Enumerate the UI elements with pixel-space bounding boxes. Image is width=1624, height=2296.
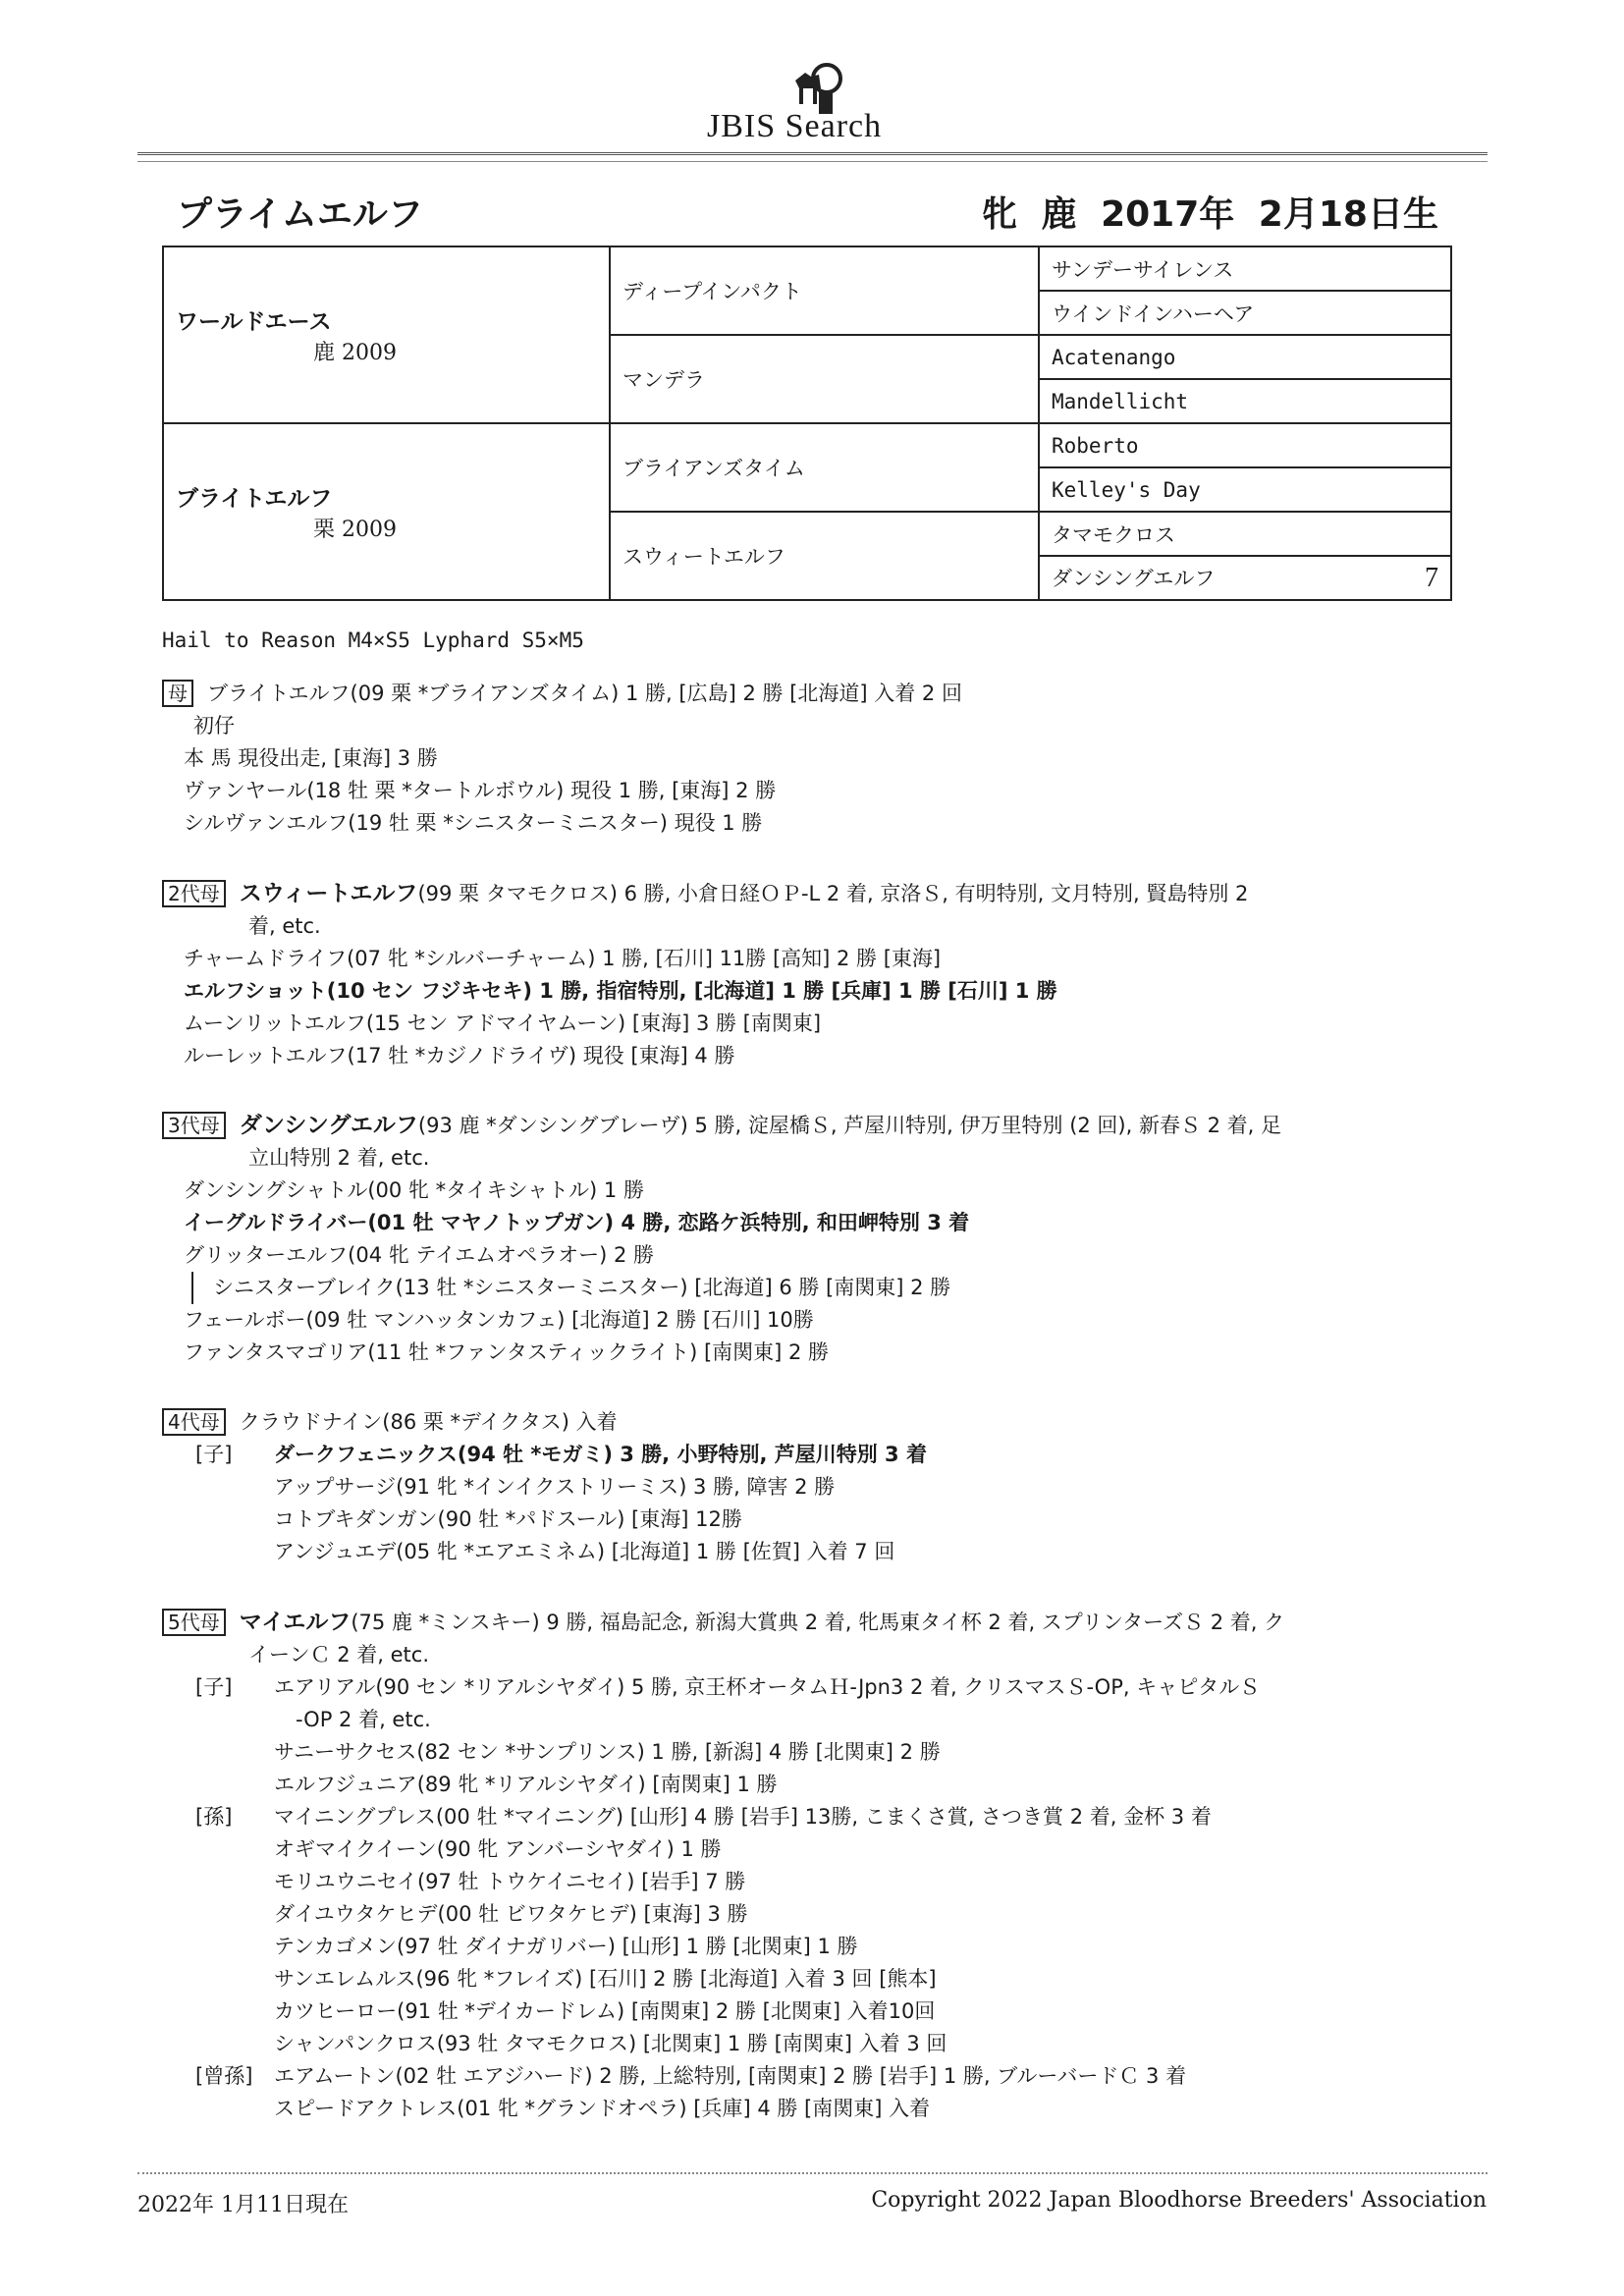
section-gen3	[162, 1110, 1281, 1369]
sire-sire: ディープインパクト	[610, 246, 1039, 335]
dam-cell	[163, 423, 610, 600]
row-label: [曾孫]	[195, 2064, 253, 2088]
section-line: フェールボー(09 牡 マンハッタンカフェ) [北海道] 2 勝 [石川] 10勝	[184, 1308, 814, 1332]
section-line: ファンタスマゴリア(11 牡 *ファンタスティックライト) [南関東] 2 勝	[184, 1340, 830, 1364]
footer-date: 2022年 1月11日現在	[137, 2193, 349, 2217]
sire-cell	[163, 246, 610, 423]
section-head: クラウドナイン(86 栗 *デイクタス) 入着	[239, 1410, 618, 1434]
section-tag: 3代母	[162, 1112, 226, 1139]
section-head: (99 栗 タマモクロス) 6 勝, 小倉日経ＯＰ-L 2 着, 京洛Ｓ, 有明特別, 文月特別, 賢島特別 2	[417, 882, 1249, 905]
header-rule	[137, 152, 1488, 162]
section-line: サニーサクセス(82 セン *サンプリンス) 1 勝, [新潟] 4 勝 [北関東] 2 勝	[274, 1740, 941, 1764]
section-line: ルーレットエルフ(17 牡 *カジノドライヴ) 現役 [東海] 4 勝	[184, 1044, 735, 1067]
section-line: チャームドライフ(07 牝 *シルバーチャーム) 1 勝, [石川] 11勝 [高知] 2 勝 [東海]	[184, 947, 942, 970]
gen3-1: サンデーサイレンス	[1039, 246, 1451, 291]
section-line: モリユウニセイ(97 牡 トウケイニセイ) [岩手] 7 勝	[274, 1870, 746, 1893]
logo-jbis: JBIS	[707, 108, 777, 144]
section-head: (93 鹿 *ダンシングブレーヴ) 5 勝, 淀屋橋Ｓ, 芦屋川特別, 伊万里特別 (2 回), 新春Ｓ 2 着, 足	[417, 1114, 1282, 1137]
section-tag: 母	[162, 680, 193, 707]
section-line: サンエレムルス(96 牝 *フレイズ) [石川] 2 勝 [北海道] 入着 3 回 [熊本]	[274, 1967, 937, 1991]
dam-dam: スウィートエルフ	[610, 512, 1039, 600]
section-line: マイニングプレス(00 牡 *マイニング) [山形] 4 勝 [岩手] 13勝, こまくさ賞, さつき賞 2 着, 金杯 3 着	[274, 1805, 1212, 1829]
section-line: ダークフェニックス(94 牡 *モガミ) 3 勝, 小野特別, 芦屋川特別 3 着	[274, 1443, 927, 1466]
section-line: ヴァンヤール(18 牡 栗 *タートルボウル) 現役 1 勝, [東海] 2 勝	[184, 779, 777, 802]
section-line: コトブキダンガン(90 牡 *パドスール) [東海] 12勝	[274, 1507, 742, 1531]
sire-dam: マンデラ	[610, 335, 1039, 423]
dam-detail: 栗 2009	[313, 518, 397, 542]
pedigree-table	[162, 246, 1452, 601]
jbis-logo	[687, 59, 962, 157]
section-line: スピードアクトレス(01 牝 *グランドオペラ) [兵庫] 4 勝 [南関東] 入着	[274, 2097, 931, 2120]
section-line: オギマイクイーン(90 牝 アンバーシヤダイ) 1 勝	[274, 1837, 722, 1861]
dam-sire: ブライアンズタイム	[610, 423, 1039, 512]
section-head-name: スウィートエルフ	[239, 881, 418, 906]
footer-rule	[137, 2172, 1488, 2174]
section-gen2	[162, 878, 1248, 1072]
section-line: エルフジュニア(89 牝 *リアルシヤダイ) [南関東] 1 勝	[274, 1773, 778, 1796]
gen3-8: ダンシングエルフ	[1052, 566, 1216, 590]
section-line: ムーンリットエルフ(15 セン アドマイヤムーン) [東海] 3 勝 [南関東]	[184, 1011, 822, 1035]
section-line: エルフショット(10 セン フジキセキ) 1 勝, 指宿特別, [北海道] 1 勝 [兵庫] 1 勝 [石川] 1 勝	[184, 979, 1057, 1003]
horse-name: プライムエルフ	[177, 194, 423, 235]
row-label: [孫]	[195, 1805, 233, 1829]
section-line: テンカゴメン(97 牡 ダイナガリバー) [山形] 1 勝 [北関東] 1 勝	[274, 1935, 858, 1958]
section-gen5	[162, 1607, 1284, 2125]
dam-name: ブライトエルフ	[176, 486, 333, 512]
section-line: アンジュエデ(05 牝 *エアエミネム) [北海道] 1 勝 [佐賀] 入着 7 回	[274, 1540, 895, 1563]
section-line: エアリアル(90 セン *リアルシヤダイ) 5 勝, 京王杯オータムＨ-Jpn3 2 着, クリスマスＳ-OP, キャピタルＳ	[274, 1675, 1261, 1699]
section-tag: 2代母	[162, 880, 226, 907]
section-line: アップサージ(91 牝 *インイクストリーミス) 3 勝, 障害 2 勝	[274, 1475, 836, 1499]
section-line: ブライトエルフ(09 栗 *ブライアンズタイム) 1 勝, [広島] 2 勝 [北海道] 入着 2 回	[207, 682, 962, 705]
section-line: 着, etc.	[248, 914, 321, 938]
section-line: カツヒーロー(91 牡 *デイカードレム) [南関東] 2 勝 [北関東] 入着10回	[274, 1999, 936, 2023]
section-line: エアムートン(02 牡 エアジハード) 2 勝, 上総特別, [南関東] 2 勝 [岩手] 1 勝, ブルーバードＣ 3 着	[274, 2064, 1187, 2088]
section-line: 初仔	[193, 714, 235, 738]
section-line: ダンシングシャトル(00 牝 *タイキシャトル) 1 勝	[184, 1178, 644, 1202]
section-line: シルヴァンエルフ(19 牡 栗 *シニスターミニスター) 現役 1 勝	[184, 811, 763, 835]
gen3-5: Roberto	[1039, 423, 1451, 467]
row-label: [子]	[195, 1675, 233, 1699]
logo-text	[707, 108, 882, 145]
sire-name: ワールドエース	[176, 309, 332, 335]
section-line: ダイユウタケヒデ(00 牡 ビワタケヒデ) [東海] 3 勝	[274, 1902, 748, 1926]
section-tag: 4代母	[162, 1408, 226, 1436]
sire-detail: 鹿 2009	[313, 341, 397, 365]
section-head: (75 鹿 *ミンスキー) 9 勝, 福島記念, 新潟大賞典 2 着, 牝馬東タイ杯 2 着, スプリンターズＳ 2 着, ク	[351, 1611, 1285, 1634]
section-line: シャンパンクロス(93 牡 タマモクロス) [北関東] 1 勝 [南関東] 入着 3 回	[274, 2032, 947, 2055]
gen3-8-cell	[1039, 556, 1451, 600]
gen3-3: Acatenango	[1039, 335, 1451, 379]
row-label: [子]	[195, 1443, 233, 1466]
section-line: -OP 2 着, etc.	[296, 1708, 431, 1731]
logo-search: Search	[785, 108, 883, 144]
section-gen4	[162, 1406, 927, 1568]
section-line: イーグルドライバー(01 牡 マヤノトップガン) 4 勝, 恋路ケ浜特別, 和田岬特別 3 着	[184, 1211, 970, 1234]
section-tag: 5代母	[162, 1609, 226, 1636]
section-line: 本 馬 現役出走, [東海] 3 勝	[184, 746, 438, 770]
gen3-7: タマモクロス	[1039, 512, 1451, 556]
section-head-name: マイエルフ	[239, 1610, 352, 1635]
inbreeding-note: Hail to Reason M4×S5 Lyphard S5×M5	[162, 629, 584, 652]
gen3-4: Mandellicht	[1039, 379, 1451, 423]
page-number: 7	[1425, 562, 1438, 593]
gen3-2: ウインドインハーヘア	[1039, 291, 1451, 335]
footer-copyright: Copyright 2022 Japan Bloodhorse Breeders' Association	[871, 2188, 1487, 2213]
section-line: イーンＣ 2 着, etc.	[248, 1643, 430, 1667]
gen3-6: Kelley's Day	[1039, 467, 1451, 512]
section-line: グリッターエルフ(04 牝 テイエムオペラオー) 2 勝	[184, 1243, 655, 1267]
section-dam	[162, 678, 962, 840]
section-line: 立山特別 2 着, etc.	[248, 1146, 430, 1170]
section-head-name: ダンシングエルフ	[239, 1113, 418, 1138]
horse-info: 牝 鹿 2017年 2月18日生	[982, 194, 1438, 235]
section-line: シニスターブレイク(13 牡 *シニスターミニスター) [北海道] 6 勝 [南関東] 2 勝	[191, 1272, 1281, 1304]
